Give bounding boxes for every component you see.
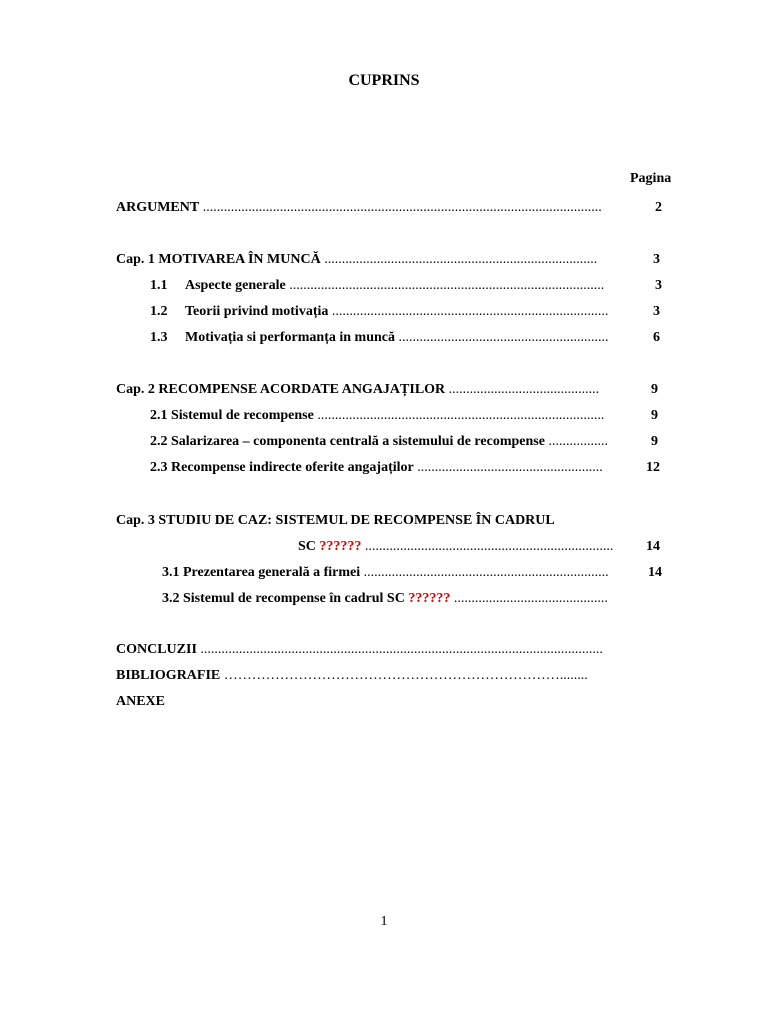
toc-entry-concluzii xyxy=(116,641,603,659)
toc-entry-label: SC xyxy=(298,539,320,554)
toc-page-number: 6 xyxy=(653,330,660,345)
toc-page-number: 2 xyxy=(655,200,662,215)
toc-entry-1-2 xyxy=(150,303,608,321)
toc-page-number: 14 xyxy=(648,565,662,580)
toc-leader-dots: ………………………………………………………………........ xyxy=(220,668,588,683)
toc-entry-3-1 xyxy=(162,564,609,582)
toc-entry-label: ANEXE xyxy=(116,694,166,709)
toc-entry-2-3 xyxy=(150,459,603,477)
toc-entry-anexe xyxy=(116,693,165,711)
toc-page-number: 14 xyxy=(646,539,660,554)
toc-section-number: 1.1 xyxy=(150,278,168,293)
toc-entry-label: Motivația si performanța in muncă xyxy=(185,330,395,345)
toc-leader-dots: ................................................................................................................... xyxy=(196,642,603,657)
toc-entry-bibliografie xyxy=(116,667,588,685)
toc-leader-dots: .......................................................................................... xyxy=(285,278,605,293)
toc-page-number: 9 xyxy=(651,408,658,423)
toc-entry-label: Teorii privind motivația xyxy=(185,304,329,319)
toc-entry-3-2 xyxy=(162,590,608,608)
toc-entry-label: 2.2 Salarizarea – componenta centrală a sistemului de recompense xyxy=(150,434,545,449)
toc-leader-dots: .................................................................................................................. xyxy=(199,200,602,215)
toc-entry-2-1 xyxy=(150,407,604,425)
toc-page-number: 3 xyxy=(653,252,660,267)
toc-page-number: 9 xyxy=(651,434,658,449)
toc-entry-cap1 xyxy=(116,251,597,269)
toc-leader-dots: ..................................................... xyxy=(413,460,603,475)
toc-entry-label: 3.2 Sistemul de recompense în cadrul SC xyxy=(162,591,409,606)
toc-entry-cap2 xyxy=(116,381,599,399)
toc-entry-2-2 xyxy=(150,433,608,451)
toc-leader-dots: ........................................... xyxy=(445,382,600,397)
toc-leader-dots: ...................................................................... xyxy=(360,565,609,580)
toc-leader-dots: ................. xyxy=(544,434,608,449)
toc-entry-label: ARGUMENT xyxy=(116,200,200,215)
toc-entry-cap3 xyxy=(116,512,555,530)
toc-leader-dots: ....................................................................... xyxy=(361,539,614,554)
toc-entry-label: Cap. 3 STUDIU DE CAZ: SISTEMUL DE RECOMPENSE ÎN CADRUL xyxy=(116,513,555,528)
toc-entry-argument xyxy=(116,199,602,217)
toc-entry-label: Aspecte generale xyxy=(185,278,286,293)
toc-page-number: 3 xyxy=(653,304,660,319)
toc-entry-label: 2.3 Recompense indirecte oferite angajaților xyxy=(150,460,414,475)
toc-leader-dots: ............................................................................... xyxy=(328,304,609,319)
placeholder-company-name: ?????? xyxy=(408,591,451,606)
placeholder-company-name: ?????? xyxy=(319,539,362,554)
toc-entry-label: 2.1 Sistemul de recompense xyxy=(150,408,314,423)
page-title: CUPRINS xyxy=(348,72,420,89)
toc-page-number: 12 xyxy=(646,460,660,475)
toc-page-number: 3 xyxy=(655,278,662,293)
toc-entry-label: Cap. 2 RECOMPENSE ACORDATE ANGAJAȚILOR xyxy=(116,382,446,397)
pagina-column-header: Pagina xyxy=(630,171,672,186)
toc-entry-label: 3.1 Prezentarea generală a firmei xyxy=(162,565,361,580)
toc-entry-label: BIBLIOGRAFIE xyxy=(116,668,221,683)
toc-leader-dots: .................................................................................. xyxy=(313,408,605,423)
toc-entry-cap3-continuation xyxy=(298,538,613,556)
toc-leader-dots: .............................................................................. xyxy=(320,252,598,267)
toc-section-number: 1.3 xyxy=(150,330,168,345)
toc-leader-dots: ............................................................ xyxy=(394,330,609,345)
toc-entry-1-1 xyxy=(150,277,604,295)
toc-leader-dots: ............................................ xyxy=(450,591,608,606)
footer-page-number: 1 xyxy=(380,914,388,929)
toc-page-number: 9 xyxy=(651,382,658,397)
toc-entry-label: Cap. 1 MOTIVAREA ÎN MUNCĂ xyxy=(116,252,321,267)
toc-section-number: 1.2 xyxy=(150,304,168,319)
toc-entry-label: CONCLUZII xyxy=(116,642,197,657)
toc-entry-1-3 xyxy=(150,329,608,347)
